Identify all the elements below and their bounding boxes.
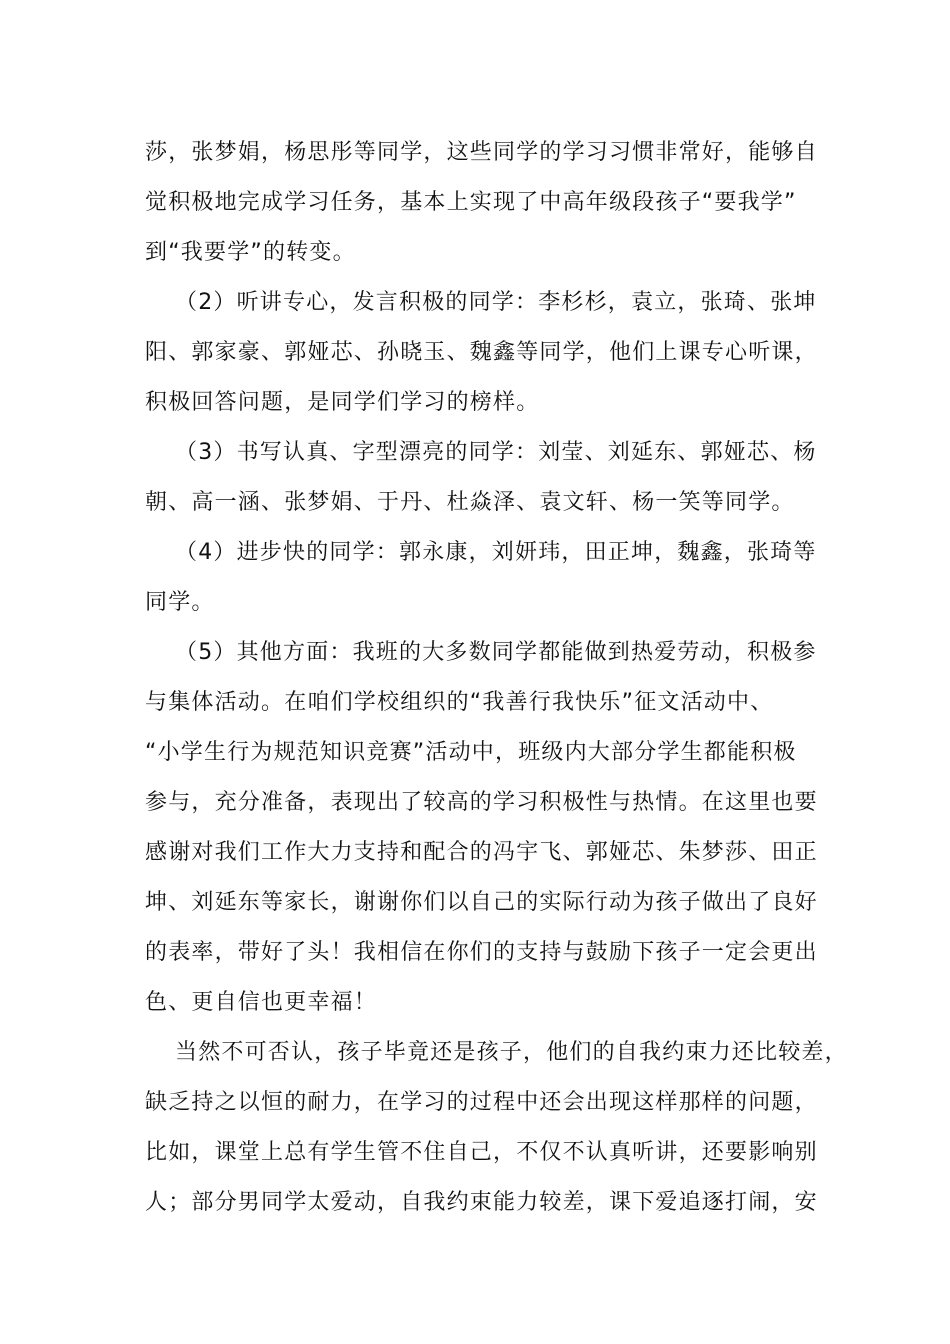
- text-line: 坤、刘延东等家长，谢谢你们以自己的实际行动为孩子做出了良好: [145, 890, 818, 915]
- text-line: 阳、郭家豪、郭娅芯、孙晓玉、魏鑫等同学，他们上课专心听课，: [145, 340, 818, 365]
- text-line: 的表率，带好了头！我相信在你们的支持与鼓励下孩子一定会更出: [145, 940, 818, 965]
- text-line: 到“我要学”的转变。: [145, 240, 356, 265]
- text-line: “小学生行为规范知识竞赛”活动中，班级内大部分学生都能积极: [145, 740, 797, 765]
- text-line: （2）听讲专心，发言积极的同学：李杉杉，袁立，张琦、张坤: [175, 290, 817, 315]
- text-line: （3）书写认真、字型漂亮的同学：刘莹、刘延东、郭娅芯、杨: [175, 440, 817, 465]
- text-line: （4）进步快的同学：郭永康，刘妍玮，田正坤，魏鑫，张琦等: [175, 540, 817, 565]
- text-line: 与集体活动。在咱们学校组织的“我善行我快乐”征文活动中、: [145, 690, 774, 715]
- text-line: 同学。: [145, 590, 215, 615]
- text-line: 参与，充分准备，表现出了较高的学习积极性与热情。在这里也要: [145, 790, 818, 815]
- text-line: 感谢对我们工作大力支持和配合的冯宇飞、郭娅芯、朱梦莎、田正: [145, 840, 818, 865]
- text-line: 色、更自信也更幸福！: [145, 990, 378, 1015]
- text-line: 比如，课堂上总有学生管不住自己，不仅不认真听讲，还要影响别: [145, 1140, 818, 1165]
- text-line: 积极回答问题，是同学们学习的榜样。: [145, 390, 540, 415]
- text-line: 缺乏持之以恒的耐力，在学习的过程中还会出现这样那样的问题，: [145, 1090, 818, 1115]
- text-line: 觉积极地完成学习任务，基本上实现了中高年级段孩子“要我学”: [145, 190, 797, 215]
- text-line: 当然不可否认，孩子毕竟还是孩子，他们的自我约束力还比较差，: [175, 1040, 848, 1065]
- text-line: 朝、高一涵、张梦娟、于丹、杜焱泽、袁文轩、杨一笑等同学。: [145, 490, 795, 515]
- text-line: （5）其他方面：我班的大多数同学都能做到热爱劳动，积极参: [175, 640, 817, 665]
- text-line: 莎，张梦娟，杨思彤等同学，这些同学的学习习惯非常好，能够自: [145, 140, 818, 165]
- text-line: 人；部分男同学太爱动，自我约束能力较差，课下爱追逐打闹，安: [145, 1190, 818, 1215]
